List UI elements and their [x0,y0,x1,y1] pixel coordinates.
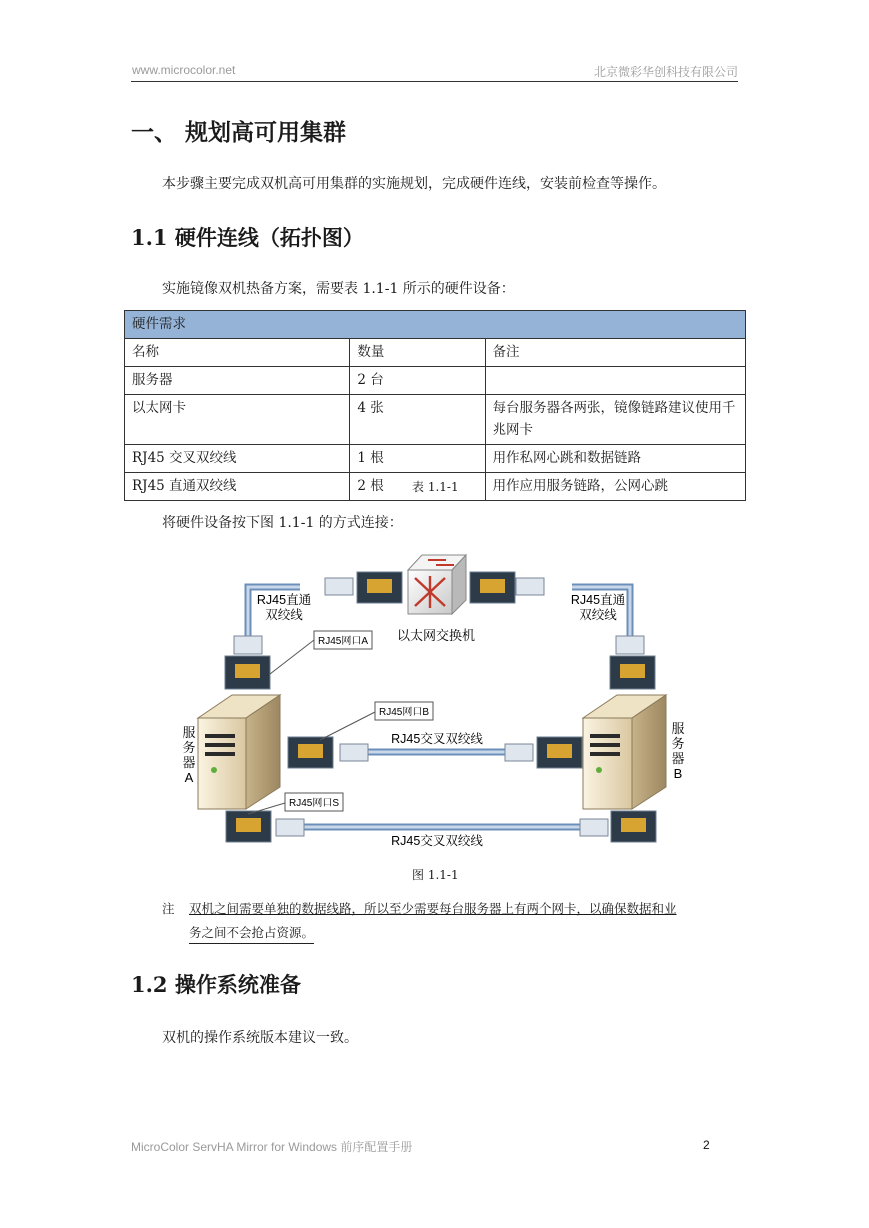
section-1-2-intro: 双机的操作系统版本建议一致。 [162,1030,358,1046]
table-cell: 每台服务器各两张，镜像链路建议使用千兆网卡 [485,395,745,445]
port-s-label: RJ45网口S [288,798,340,809]
table-cell: 2 根 [350,473,485,501]
straight-cable-left-label-1: RJ45直通 [256,593,312,607]
server-a-icon [198,695,280,809]
server-a-label-char: 务 [182,740,196,755]
server-b-label-char: 服 [671,721,685,736]
section-1-2-title: 1.2 操作系统准备 [131,972,301,997]
port-b-label: RJ45网口B [378,707,430,718]
table-header-remark: 备注 [485,339,745,367]
table-cell: 用作私网心跳和数据链路 [485,445,745,473]
table-cell: 用作应用服务链路，公网心跳 [485,473,745,501]
port-icon [611,811,656,842]
table-header-name: 名称 [125,339,350,367]
footer-product: MicroColor ServHA Mirror for Windows 前序配置手册 [131,1140,413,1154]
note-mark: 注 [162,901,175,916]
table-caption: 表 1.1-1 [412,480,459,494]
table-cell: 服务器 [125,367,350,395]
port-icon [470,572,515,603]
straight-cable-left-label-2: 双绞线 [265,608,303,622]
table-cell: 2 台 [350,367,485,395]
table-cell: 4 张 [350,395,485,445]
port-icon [226,811,271,842]
switch-label: 以太网交换机 [396,628,476,643]
cross-cable-lower-label: RJ45交叉双绞线 [391,834,483,848]
table-header-quantity: 数量 [350,339,485,367]
plug-icon [234,636,262,654]
table-cell: 以太网卡 [125,395,350,445]
diagram-intro: 将硬件设备按下图 1.1-1 的方式连接： [162,515,403,531]
table-cell: 1 根 [350,445,485,473]
ethernet-switch-icon [408,555,466,614]
port-icon [225,656,270,689]
plug-icon [580,819,608,836]
straight-cable-right-label-2: 双绞线 [579,608,617,622]
port-icon [357,572,402,603]
plug-icon [516,578,544,595]
header-website: www.microcolor.net [132,63,236,77]
section-1-1-intro: 实施镜像双机热备方案，需要表 1.1-1 所示的硬件设备： [162,281,515,297]
table-cell: RJ45 交叉双绞线 [125,445,350,473]
section-1-1-title: 1.1 硬件连线（拓扑图） [131,225,364,250]
plug-icon [505,744,533,761]
port-icon [610,656,655,689]
server-b-label-char: 务 [671,736,685,751]
server-a-label-char: A [184,770,194,785]
cross-cable-upper-label: RJ45交叉双绞线 [391,732,483,746]
section-1-title: 一、 规划高可用集群 [131,119,347,146]
table-cell: RJ45 直通双绞线 [125,473,350,501]
server-b-icon [583,695,666,809]
plug-icon [616,636,644,654]
note-line-1: 双机之间需要单独的数据线路，所以至少需要每台服务器上有两个网卡，以确保数据和业 [189,901,677,916]
header-company: 北京微彩华创科技有限公司 [593,65,738,79]
port-icon [537,737,582,768]
server-b-label-char: 器 [671,751,685,766]
table-title: 硬件需求 [125,311,746,339]
server-a-label-char: 服 [182,725,196,740]
port-icon [288,737,333,768]
plug-icon [325,578,353,595]
plug-icon [340,744,368,761]
note-block [162,897,722,945]
note-line-2: 务之间不会抢占资源。 [189,923,314,944]
figure-caption: 图 1.1-1 [412,868,459,882]
section-1-intro: 本步骤主要完成双机高可用集群的实施规划，完成硬件连线，安装前检查等操作。 [162,176,666,192]
server-a-label-char: 器 [182,755,196,770]
footer-page-number: 2 [703,1138,710,1152]
plug-icon [276,819,304,836]
port-a-label: RJ45网口A [317,636,369,647]
straight-cable-right-label-1: RJ45直通 [570,593,626,607]
server-b-label-char: B [673,766,683,781]
